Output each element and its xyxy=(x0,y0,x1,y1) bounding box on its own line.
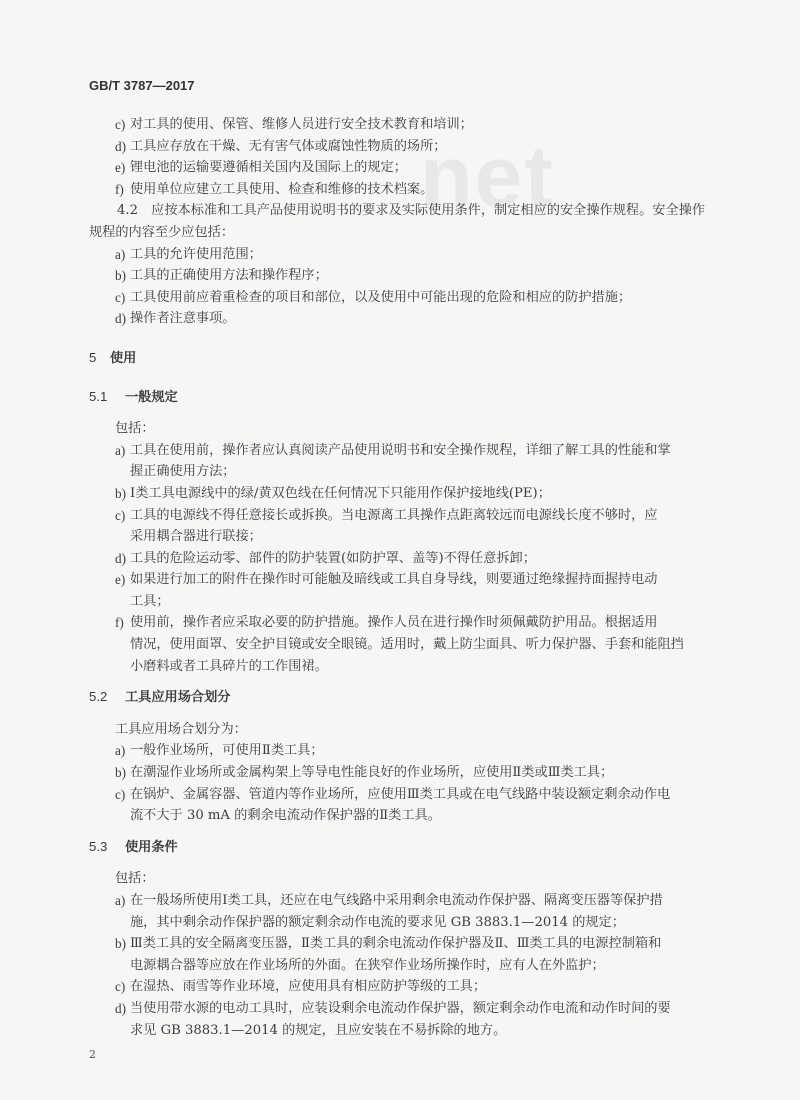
subclause-heading xyxy=(89,836,711,858)
text-line: 求见 GB 3883.1—2014 的规定，且应安装在不易拆除的地方。 xyxy=(130,1022,507,1038)
list-item-label: a) xyxy=(115,743,126,759)
standard-number-header: GB/T 3787—2017 xyxy=(89,78,195,93)
list-item xyxy=(89,265,711,287)
document-body xyxy=(89,114,711,1041)
page-number: 2 xyxy=(89,1048,96,1061)
intro-text xyxy=(89,868,711,890)
watermark: net xyxy=(420,129,555,225)
subclause-heading xyxy=(89,386,711,408)
list-item-label: e) xyxy=(115,160,126,176)
text-line: 工具的允许使用范围； xyxy=(130,246,262,262)
text-line: 操作者注意事项。 xyxy=(130,311,236,327)
intro-text xyxy=(89,418,711,440)
list-item-label: d) xyxy=(115,550,126,566)
list-item xyxy=(89,505,711,548)
paragraph xyxy=(89,200,711,243)
list-item xyxy=(89,244,711,266)
list-item-label: d) xyxy=(115,311,126,327)
list-item-label: d) xyxy=(115,1000,126,1016)
heading-title: 使用 xyxy=(110,349,137,365)
list-item-label: a) xyxy=(115,246,126,262)
list-item-label: f) xyxy=(115,615,124,631)
list-item xyxy=(89,740,711,762)
text-line: 工具应用场合划分为： xyxy=(115,721,247,737)
list-item xyxy=(89,179,711,201)
text-line: 工具的电源线不得任意接长或拆换。当电源离工具操作点距离较远而电源线长度不够时，应 xyxy=(130,507,658,523)
text-line: 包括： xyxy=(115,421,155,437)
list-item xyxy=(89,548,711,570)
text-line: 对工具的使用、保管、维修人员进行安全技术教育和培训； xyxy=(130,117,473,132)
heading-number: 5.1 xyxy=(89,388,108,404)
list-item-label: a) xyxy=(115,893,126,908)
text-line: 使用单位应建立工具使用、检查和维修的技术档案。 xyxy=(130,181,434,197)
text-line: 在锅炉、金属容器、管道内等作业场所，应使用Ⅲ类工具或在电气线路中装设额定剩余动作电 xyxy=(130,786,671,802)
heading-number: 5 xyxy=(89,349,97,365)
list-item xyxy=(89,114,711,136)
list-item-label: b) xyxy=(115,268,126,284)
text-line: 握正确使用方法； xyxy=(130,464,236,480)
list-item xyxy=(89,157,711,179)
text-line: Ⅰ类工具电源线中的绿/黄双色线在任何情况下只能用作保护接地线(PE)； xyxy=(130,485,551,501)
list-item xyxy=(89,976,711,998)
list-item xyxy=(89,483,711,505)
text-line: 工具使用前应着重检查的项目和部位，以及使用中可能出现的危险和相应的防护措施； xyxy=(130,289,632,305)
heading-title: 使用条件 xyxy=(125,838,178,854)
text-line: 锂电池的运输要遵循相关国内及国际上的规定； xyxy=(130,160,407,176)
list-item xyxy=(89,612,711,677)
heading-title: 一般规定 xyxy=(125,388,178,404)
clause-heading xyxy=(89,347,711,369)
list-item xyxy=(89,440,711,483)
text-line: 工具的危险运动零、部件的防护装置(如防护罩、盖等)不得任意拆卸； xyxy=(130,550,536,566)
list-item xyxy=(89,569,711,612)
list-item xyxy=(89,998,711,1041)
heading-number: 5.2 xyxy=(89,689,108,705)
list-item xyxy=(89,136,711,158)
list-item xyxy=(89,762,711,784)
list-item-label: b) xyxy=(115,485,126,501)
list-item-label: c) xyxy=(115,289,126,305)
text-line: 一般作业场所，可使用Ⅱ类工具； xyxy=(130,743,324,759)
text-line: 当使用带水源的电动工具时，应装设剩余电流动作保护器，额定剩余动作电流和动作时间的要 xyxy=(130,1000,671,1016)
text-line: 在一般场所使用Ⅰ类工具，还应在电气线路中采用剩余电流动作保护器、隔离变压器等保护措 xyxy=(130,893,663,908)
text-line: 在潮湿作业场所或金属构架上等导电性能良好的作业场所，应使用Ⅱ类或Ⅲ类工具； xyxy=(130,765,614,781)
list-item-label: e) xyxy=(115,572,126,588)
list-item-label: a) xyxy=(115,442,126,458)
text-line: 工具的正确使用方法和操作程序； xyxy=(130,268,328,284)
list-item xyxy=(89,287,711,309)
text-line: 规程的内容至少应包括： xyxy=(89,224,235,240)
list-item-label: b) xyxy=(115,765,126,781)
text-line: Ⅲ类工具的安全隔离变压器，Ⅱ类工具的剩余电流动作保护器及Ⅱ、Ⅲ类工具的电源控制箱和 xyxy=(130,936,662,952)
text-line: 4.2 应按本标准和工具产品使用说明书的要求及实际使用条件，制定相应的安全操作规程。安全操作 xyxy=(117,203,706,219)
list-item-label: c) xyxy=(115,786,126,802)
text-line: 情况，使用面罩、安全护目镜或安全眼镜。适用时，戴上防尘面具、听力保护器、手套和能阻挡 xyxy=(130,637,684,653)
text-line: 施，其中剩余动作保护器的额定剩余动作电流的要求见 GB 3883.1—2014 的规定； xyxy=(130,914,625,930)
text-line: 工具在使用前，操作者应认真阅读产品使用说明书和安全操作规程，详细了解工具的性能和掌 xyxy=(130,442,671,458)
text-line: 在湿热、雨雪等作业环境，应使用具有相应防护等级的工具； xyxy=(130,979,487,995)
text-line: 使用前，操作者应采取必要的防护措施。操作人员在进行操作时须佩戴防护用品。根据适用 xyxy=(130,615,658,631)
heading-title: 工具应用场合划分 xyxy=(125,689,231,705)
intro-text xyxy=(89,719,711,741)
list-item-label: b) xyxy=(115,936,126,952)
text-line: 工具应存放在干燥、无有害气体或腐蚀性物质的场所； xyxy=(130,138,447,154)
list-item-label: d) xyxy=(115,138,126,154)
list-item xyxy=(89,784,711,827)
list-item xyxy=(89,308,711,330)
list-item-label: f) xyxy=(115,181,124,197)
text-line: 电源耦合器等应放在作业场所的外面。在狭窄作业场所操作时，应有人在外监护； xyxy=(130,957,605,973)
list-item-label: c) xyxy=(115,979,126,995)
text-line: 流不大于 30 mA 的剩余电流动作保护器的Ⅱ类工具。 xyxy=(130,808,441,824)
subclause-heading xyxy=(89,686,711,708)
list-item-label: c) xyxy=(115,117,126,132)
text-line: 如果进行加工的附件在操作时可能触及暗线或工具自身导线，则要通过绝缘握持面握持电动 xyxy=(130,572,658,588)
text-line: 小磨料或者工具碎片的工作围裙。 xyxy=(130,658,328,674)
text-line: 包括： xyxy=(115,871,155,887)
heading-number: 5.3 xyxy=(89,838,108,854)
text-line: 采用耦合器进行联接； xyxy=(130,529,262,545)
text-line: 工具； xyxy=(130,593,170,609)
list-item xyxy=(89,933,711,976)
list-item xyxy=(89,890,711,933)
list-item-label: c) xyxy=(115,507,126,523)
